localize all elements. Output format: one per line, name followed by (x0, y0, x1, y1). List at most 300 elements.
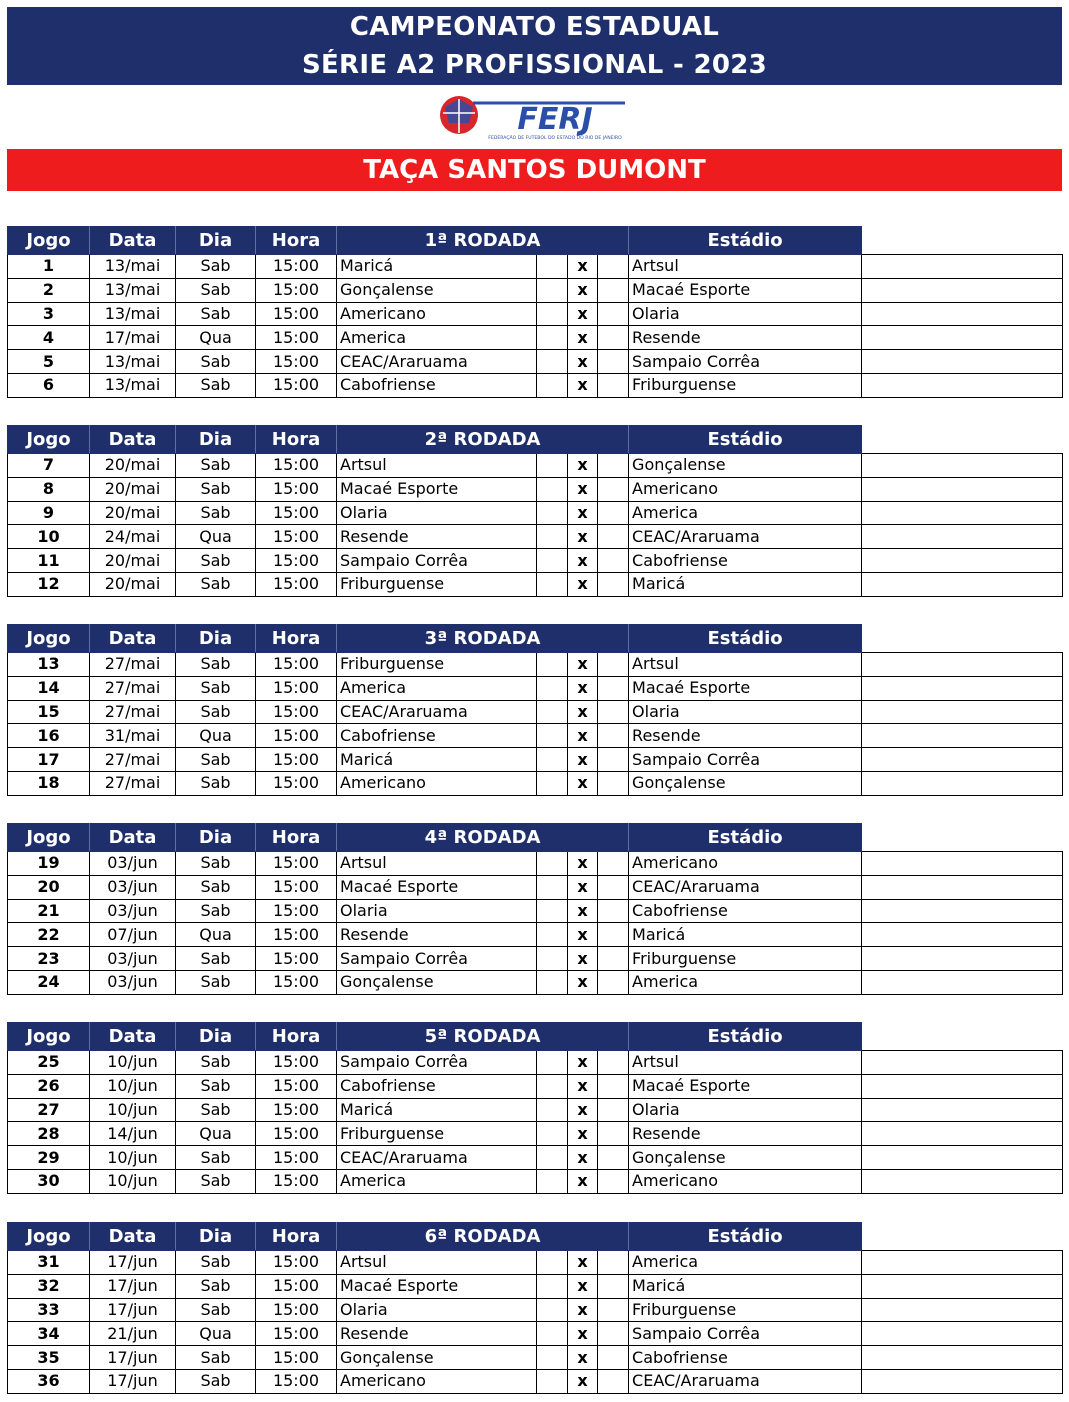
header-estadio: Estádio (629, 625, 862, 653)
versus: x (568, 278, 598, 302)
game-day: Sab (176, 970, 256, 994)
game-time: 15:00 (256, 373, 337, 397)
game-date: 27/mai (90, 676, 176, 700)
home-score (537, 1251, 568, 1275)
versus: x (568, 350, 598, 374)
home-score (537, 700, 568, 724)
away-score (598, 501, 629, 525)
game-number: 26 (8, 1074, 90, 1098)
ferj-logo-icon (435, 93, 635, 141)
game-date: 13/mai (90, 302, 176, 326)
stadium (862, 1169, 1063, 1193)
home-score (537, 923, 568, 947)
away-score (598, 1322, 629, 1346)
game-time: 15:00 (256, 1274, 337, 1298)
versus: x (568, 875, 598, 899)
game-number: 23 (8, 947, 90, 971)
away-team: Sampaio Corrêa (629, 1322, 862, 1346)
table-row (8, 278, 1063, 302)
home-score (537, 1346, 568, 1370)
versus: x (568, 748, 598, 772)
game-day: Sab (176, 1251, 256, 1275)
home-score (537, 724, 568, 748)
away-score (598, 326, 629, 350)
table-row (8, 1298, 1063, 1322)
away-team: Olaria (629, 700, 862, 724)
table-row (8, 724, 1063, 748)
stadium (862, 501, 1063, 525)
away-score (598, 899, 629, 923)
header-dia: Dia (176, 1023, 256, 1051)
game-number: 11 (8, 549, 90, 573)
away-score (598, 278, 629, 302)
stadium (862, 350, 1063, 374)
stadium (862, 326, 1063, 350)
away-score (598, 748, 629, 772)
table-row (8, 923, 1063, 947)
away-score (598, 1051, 629, 1075)
stadium (862, 572, 1063, 596)
game-number: 1 (8, 255, 90, 279)
stadium (862, 1074, 1063, 1098)
stadium (862, 373, 1063, 397)
header-hora: Hora (256, 824, 337, 852)
versus: x (568, 326, 598, 350)
header-jogo: Jogo (8, 227, 90, 255)
game-time: 15:00 (256, 700, 337, 724)
table-row (8, 1322, 1063, 1346)
table-row (8, 771, 1063, 795)
game-day: Sab (176, 1074, 256, 1098)
away-team: Friburguense (629, 373, 862, 397)
away-team: CEAC/Araruama (629, 875, 862, 899)
away-score (598, 1122, 629, 1146)
stadium (862, 1298, 1063, 1322)
round-table (7, 624, 1063, 796)
table-row (8, 373, 1063, 397)
logo-subtitle: FEDERAÇÃO DE FUTEBOL DO ESTADO DO RIO DE JANEIRO (487, 136, 622, 141)
stadium (862, 852, 1063, 876)
header-data: Data (90, 625, 176, 653)
table-row (8, 1074, 1063, 1098)
table-row (8, 501, 1063, 525)
game-number: 5 (8, 350, 90, 374)
versus: x (568, 1122, 598, 1146)
versus: x (568, 1346, 598, 1370)
round-header (8, 625, 1063, 653)
game-date: 17/jun (90, 1298, 176, 1322)
game-day: Sab (176, 1346, 256, 1370)
round-header (8, 824, 1063, 852)
stadium (862, 1122, 1063, 1146)
game-time: 15:00 (256, 1322, 337, 1346)
home-score (537, 653, 568, 677)
header-round-label: 5ª RODADA (337, 1023, 629, 1051)
header-dia: Dia (176, 227, 256, 255)
game-date: 20/mai (90, 572, 176, 596)
game-time: 15:00 (256, 875, 337, 899)
table-row (8, 350, 1063, 374)
game-number: 8 (8, 477, 90, 501)
header-dia: Dia (176, 824, 256, 852)
header-estadio: Estádio (629, 1023, 862, 1051)
game-number: 20 (8, 875, 90, 899)
versus: x (568, 1169, 598, 1193)
stadium (862, 748, 1063, 772)
home-team: Olaria (337, 899, 537, 923)
away-team: Gonçalense (629, 1146, 862, 1170)
table-row (8, 947, 1063, 971)
game-date: 17/jun (90, 1274, 176, 1298)
away-team: Gonçalense (629, 454, 862, 478)
game-day: Sab (176, 1298, 256, 1322)
away-team: Macaé Esporte (629, 1074, 862, 1098)
game-date: 10/jun (90, 1074, 176, 1098)
round-table (7, 1022, 1063, 1194)
table-row (8, 1169, 1063, 1193)
game-day: Sab (176, 899, 256, 923)
game-date: 27/mai (90, 771, 176, 795)
game-time: 15:00 (256, 1122, 337, 1146)
title-line-2: SÉRIE A2 PROFISSIONAL - 2023 (301, 50, 768, 80)
game-number: 22 (8, 923, 90, 947)
home-score (537, 525, 568, 549)
versus: x (568, 1322, 598, 1346)
game-time: 15:00 (256, 326, 337, 350)
header-hora: Hora (256, 426, 337, 454)
home-score (537, 255, 568, 279)
away-score (598, 970, 629, 994)
table-row (8, 676, 1063, 700)
game-date: 10/jun (90, 1169, 176, 1193)
game-date: 27/mai (90, 748, 176, 772)
away-score (598, 255, 629, 279)
game-date: 31/mai (90, 724, 176, 748)
stadium (862, 923, 1063, 947)
home-team: Cabofriense (337, 724, 537, 748)
away-score (598, 947, 629, 971)
versus: x (568, 1051, 598, 1075)
game-time: 15:00 (256, 899, 337, 923)
versus: x (568, 1369, 598, 1393)
away-score (598, 477, 629, 501)
game-time: 15:00 (256, 302, 337, 326)
away-team: Macaé Esporte (629, 278, 862, 302)
game-date: 20/mai (90, 501, 176, 525)
home-team: Olaria (337, 1298, 537, 1322)
game-number: 33 (8, 1298, 90, 1322)
home-score (537, 326, 568, 350)
home-team: America (337, 676, 537, 700)
stadium (862, 1051, 1063, 1075)
game-day: Sab (176, 1098, 256, 1122)
game-time: 15:00 (256, 771, 337, 795)
away-score (598, 724, 629, 748)
away-score (598, 771, 629, 795)
header-data: Data (90, 227, 176, 255)
game-time: 15:00 (256, 1169, 337, 1193)
header-jogo: Jogo (8, 426, 90, 454)
away-team: Macaé Esporte (629, 676, 862, 700)
game-time: 15:00 (256, 1298, 337, 1322)
header-jogo: Jogo (8, 625, 90, 653)
championship-title (7, 7, 1062, 85)
game-date: 17/jun (90, 1251, 176, 1275)
home-team: Gonçalense (337, 278, 537, 302)
home-team: Maricá (337, 255, 537, 279)
game-day: Sab (176, 350, 256, 374)
game-date: 13/mai (90, 350, 176, 374)
header-data: Data (90, 426, 176, 454)
round-header (8, 227, 1063, 255)
game-day: Sab (176, 477, 256, 501)
home-score (537, 1274, 568, 1298)
versus: x (568, 970, 598, 994)
away-team: Sampaio Corrêa (629, 748, 862, 772)
stadium (862, 454, 1063, 478)
game-number: 35 (8, 1346, 90, 1370)
table-row (8, 477, 1063, 501)
home-team: Artsul (337, 1251, 537, 1275)
game-number: 4 (8, 326, 90, 350)
header-data: Data (90, 1023, 176, 1051)
game-time: 15:00 (256, 724, 337, 748)
home-team: Friburguense (337, 1122, 537, 1146)
home-team: Resende (337, 525, 537, 549)
game-day: Sab (176, 373, 256, 397)
home-team: Gonçalense (337, 970, 537, 994)
stadium (862, 653, 1063, 677)
game-date: 03/jun (90, 875, 176, 899)
header-data: Data (90, 1223, 176, 1251)
stadium (862, 1369, 1063, 1393)
header-estadio: Estádio (629, 426, 862, 454)
table-row (8, 852, 1063, 876)
home-score (537, 899, 568, 923)
game-number: 2 (8, 278, 90, 302)
home-team: Americano (337, 1369, 537, 1393)
stadium (862, 771, 1063, 795)
home-score (537, 947, 568, 971)
away-team: Resende (629, 724, 862, 748)
stadium (862, 1346, 1063, 1370)
home-score (537, 1122, 568, 1146)
header-jogo: Jogo (8, 824, 90, 852)
game-time: 15:00 (256, 501, 337, 525)
away-score (598, 1251, 629, 1275)
header-dia: Dia (176, 1223, 256, 1251)
table-row (8, 875, 1063, 899)
stadium (862, 1274, 1063, 1298)
home-score (537, 1051, 568, 1075)
away-team: CEAC/Araruama (629, 1369, 862, 1393)
stadium (862, 302, 1063, 326)
game-date: 13/mai (90, 373, 176, 397)
stadium (862, 1098, 1063, 1122)
away-team: Maricá (629, 572, 862, 596)
stadium (862, 477, 1063, 501)
away-team: America (629, 970, 862, 994)
round-header (8, 426, 1063, 454)
game-number: 14 (8, 676, 90, 700)
game-date: 03/jun (90, 947, 176, 971)
away-team: Friburguense (629, 947, 862, 971)
away-team: Gonçalense (629, 771, 862, 795)
game-day: Qua (176, 326, 256, 350)
versus: x (568, 1146, 598, 1170)
header-round-label: 1ª RODADA (337, 227, 629, 255)
game-day: Sab (176, 1051, 256, 1075)
game-time: 15:00 (256, 676, 337, 700)
home-team: Americano (337, 302, 537, 326)
game-time: 15:00 (256, 454, 337, 478)
table-row (8, 1274, 1063, 1298)
home-team: Sampaio Corrêa (337, 549, 537, 573)
table-row (8, 1122, 1063, 1146)
game-number: 19 (8, 852, 90, 876)
versus: x (568, 549, 598, 573)
home-team: Gonçalense (337, 1346, 537, 1370)
game-day: Sab (176, 676, 256, 700)
game-date: 14/jun (90, 1122, 176, 1146)
stadium (862, 700, 1063, 724)
versus: x (568, 852, 598, 876)
away-team: Americano (629, 1169, 862, 1193)
header-jogo: Jogo (8, 1023, 90, 1051)
game-date: 03/jun (90, 899, 176, 923)
game-day: Sab (176, 700, 256, 724)
game-number: 27 (8, 1098, 90, 1122)
away-team: Americano (629, 477, 862, 501)
home-team: America (337, 1169, 537, 1193)
stadium (862, 875, 1063, 899)
game-date: 13/mai (90, 255, 176, 279)
round-header (8, 1223, 1063, 1251)
versus: x (568, 771, 598, 795)
header-hora: Hora (256, 227, 337, 255)
away-score (598, 1074, 629, 1098)
away-score (598, 1346, 629, 1370)
home-score (537, 748, 568, 772)
game-time: 15:00 (256, 1051, 337, 1075)
game-day: Sab (176, 947, 256, 971)
home-score (537, 1298, 568, 1322)
away-score (598, 373, 629, 397)
versus: x (568, 572, 598, 596)
away-score (598, 549, 629, 573)
versus: x (568, 525, 598, 549)
game-date: 10/jun (90, 1098, 176, 1122)
home-team: Cabofriense (337, 1074, 537, 1098)
away-score (598, 454, 629, 478)
away-team: Artsul (629, 255, 862, 279)
home-team: Artsul (337, 454, 537, 478)
round-header (8, 1023, 1063, 1051)
game-date: 17/jun (90, 1369, 176, 1393)
home-score (537, 549, 568, 573)
header-jogo: Jogo (8, 1223, 90, 1251)
home-team: CEAC/Araruama (337, 350, 537, 374)
header-hora: Hora (256, 625, 337, 653)
game-date: 27/mai (90, 700, 176, 724)
home-score (537, 454, 568, 478)
versus: x (568, 923, 598, 947)
game-date: 03/jun (90, 970, 176, 994)
home-team: Sampaio Corrêa (337, 1051, 537, 1075)
stadium (862, 1146, 1063, 1170)
home-team: Americano (337, 771, 537, 795)
game-number: 17 (8, 748, 90, 772)
home-score (537, 1322, 568, 1346)
table-row (8, 1146, 1063, 1170)
game-day: Sab (176, 1169, 256, 1193)
away-score (598, 653, 629, 677)
game-day: Sab (176, 501, 256, 525)
game-number: 31 (8, 1251, 90, 1275)
game-date: 27/mai (90, 653, 176, 677)
home-score (537, 875, 568, 899)
table-row (8, 1251, 1063, 1275)
versus: x (568, 899, 598, 923)
header-hora: Hora (256, 1023, 337, 1051)
away-score (598, 1098, 629, 1122)
versus: x (568, 302, 598, 326)
stadium (862, 549, 1063, 573)
away-score (598, 1369, 629, 1393)
game-number: 6 (8, 373, 90, 397)
game-number: 25 (8, 1051, 90, 1075)
game-time: 15:00 (256, 748, 337, 772)
game-time: 15:00 (256, 970, 337, 994)
table-row (8, 748, 1063, 772)
game-number: 16 (8, 724, 90, 748)
game-date: 13/mai (90, 278, 176, 302)
away-team: Resende (629, 326, 862, 350)
table-row (8, 454, 1063, 478)
header-round-label: 4ª RODADA (337, 824, 629, 852)
home-team: Maricá (337, 748, 537, 772)
game-date: 24/mai (90, 525, 176, 549)
ferj-logo (7, 88, 1062, 146)
versus: x (568, 1274, 598, 1298)
home-score (537, 1369, 568, 1393)
home-team: Resende (337, 1322, 537, 1346)
table-row (8, 700, 1063, 724)
table-row (8, 1098, 1063, 1122)
game-day: Sab (176, 875, 256, 899)
game-day: Sab (176, 278, 256, 302)
away-score (598, 923, 629, 947)
home-team: CEAC/Araruama (337, 1146, 537, 1170)
versus: x (568, 724, 598, 748)
header-data: Data (90, 824, 176, 852)
game-time: 15:00 (256, 1251, 337, 1275)
away-team: Olaria (629, 302, 862, 326)
game-day: Sab (176, 255, 256, 279)
home-score (537, 350, 568, 374)
home-score (537, 278, 568, 302)
game-day: Qua (176, 923, 256, 947)
logo-text: FERJ (516, 102, 593, 137)
home-score (537, 501, 568, 525)
game-number: 7 (8, 454, 90, 478)
game-time: 15:00 (256, 852, 337, 876)
stadium (862, 724, 1063, 748)
away-team: America (629, 1251, 862, 1275)
header-hora: Hora (256, 1223, 337, 1251)
game-day: Sab (176, 454, 256, 478)
away-score (598, 1298, 629, 1322)
